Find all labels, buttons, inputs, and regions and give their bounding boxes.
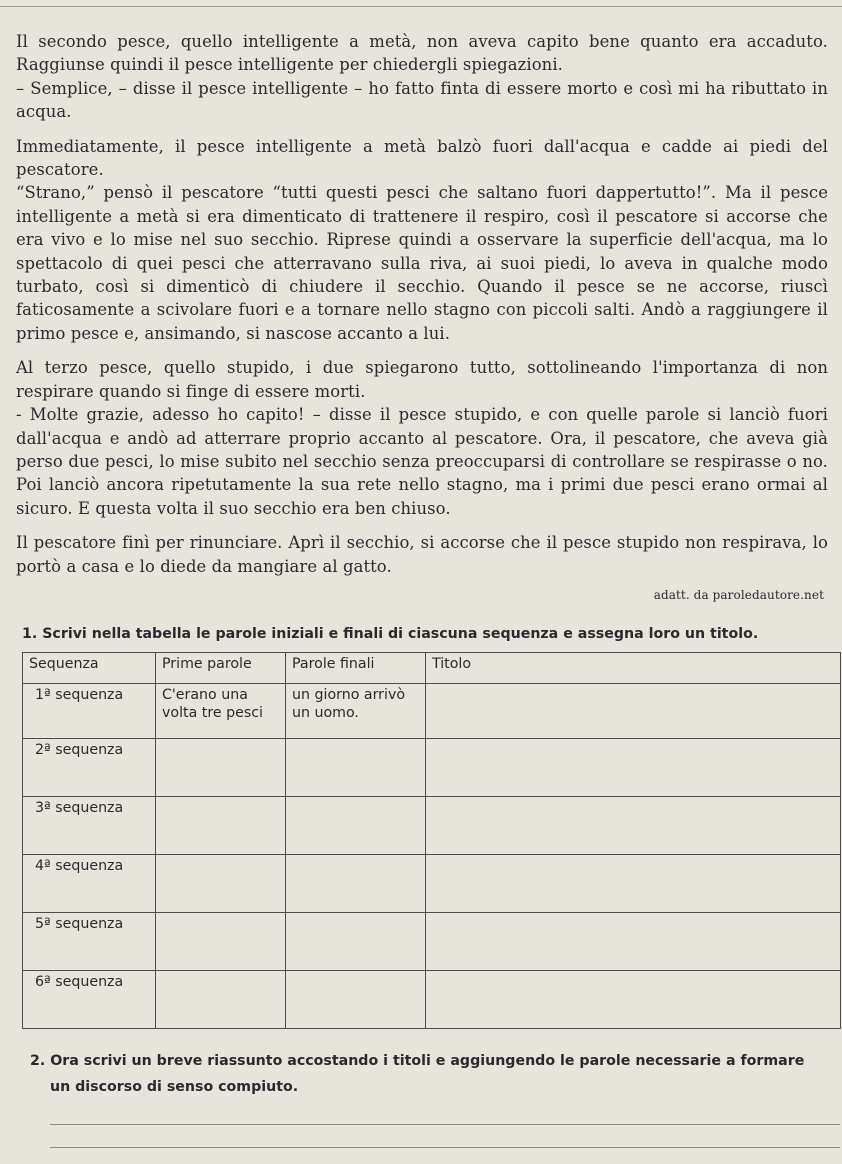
exercise-2-line-1: 2. Ora scrivi un breve riassunto accostando i titoli e aggiungendo le parole necessarie a formare <box>30 1053 805 1069</box>
exercise-1-instruction: 1. Scrivi nella tabella le parole iniziali e finali di ciascuna sequenza e assegna loro un titolo. <box>22 626 759 642</box>
story-paragraph: Al terzo pesce, quello stupido, i due spiegarono tutto, sottolineando l'importanza di non respirare quando si finge di essere morti. <box>16 358 828 401</box>
table-header-row <box>23 653 841 684</box>
header-parole-finali: Parole finali <box>286 653 426 684</box>
table-row <box>23 684 841 739</box>
sequence-label: 2ª sequenza <box>23 739 156 797</box>
title-cell[interactable] <box>426 971 841 1029</box>
writing-line[interactable] <box>50 1147 840 1148</box>
last-words-cell[interactable] <box>286 855 426 913</box>
table-row <box>23 971 841 1029</box>
source-credit: adatt. da paroledautore.net <box>653 587 824 602</box>
first-words-cell[interactable] <box>156 971 286 1029</box>
sequence-label: 6ª sequenza <box>23 971 156 1029</box>
title-cell[interactable] <box>426 739 841 797</box>
title-cell[interactable] <box>426 797 841 855</box>
page-top-rule <box>0 6 842 7</box>
sequence-label: 3ª sequenza <box>23 797 156 855</box>
sequence-label: 4ª sequenza <box>23 855 156 913</box>
sequence-table <box>22 652 841 1029</box>
title-cell[interactable] <box>426 913 841 971</box>
last-words-cell[interactable] <box>286 913 426 971</box>
story-paragraph: Il pescatore finì per rinunciare. Aprì il secchio, si accorse che il pesce stupido non respirava, lo portò a casa e lo diede da mangiare al gatto. <box>16 533 828 576</box>
title-cell[interactable] <box>426 684 841 739</box>
last-words-cell[interactable]: un giorno arrivò un uomo. <box>286 684 426 739</box>
first-words-cell[interactable] <box>156 913 286 971</box>
first-words-cell[interactable] <box>156 739 286 797</box>
exercise-2-instruction <box>30 1048 830 1100</box>
last-words-cell[interactable] <box>286 971 426 1029</box>
sequence-label: 5ª sequenza <box>23 913 156 971</box>
table-row <box>23 913 841 971</box>
table-row <box>23 797 841 855</box>
last-words-cell[interactable] <box>286 739 426 797</box>
story-paragraph: Il secondo pesce, quello intelligente a metà, non aveva capito bene quanto era accaduto. Raggiunse quindi il pesce intelligente per chiedergli spiegazioni. <box>16 32 828 75</box>
sequence-label: 1ª sequenza <box>23 684 156 739</box>
table-row <box>23 739 841 797</box>
first-words-cell[interactable] <box>156 855 286 913</box>
exercise-2-line-2: un discorso di senso compiuto. <box>50 1079 299 1095</box>
story-text <box>16 30 828 607</box>
story-paragraph: “Strano,” pensò il pescatore “tutti questi pesci che saltano fuori dappertutto!”. Ma il pesce intelligente a metà si era dimenticato di trattenere il respiro, così il pescatore si accorse che era vivo e lo mise nel suo secchio. Riprese quindi a osservare la superficie dell'acqua, ma lo spettacolo di quei pesci che atterravano sulla riva, ai suoi piedi, lo aveva in qualche modo turbato, così si dimenticò di chiudere il secchio. Quando il pesce se ne accorse, riuscì faticosamente a scivolare fuori e a tornare nello stagno con piccoli salti. Andò a raggiungere il primo pesce e, ansimando, si nascose accanto a lui. <box>16 183 828 343</box>
table-row <box>23 855 841 913</box>
first-words-cell[interactable] <box>156 797 286 855</box>
first-words-cell[interactable]: C'erano una volta tre pesci <box>156 684 286 739</box>
header-sequenza: Sequenza <box>23 653 156 684</box>
story-paragraph: Immediatamente, il pesce intelligente a metà balzò fuori dall'acqua e cadde ai piedi del pescatore. <box>16 136 828 180</box>
header-titolo: Titolo <box>426 653 841 684</box>
title-cell[interactable] <box>426 855 841 913</box>
header-prime-parole: Prime parole <box>156 653 286 684</box>
last-words-cell[interactable] <box>286 797 426 855</box>
story-paragraph: – Semplice, – disse il pesce intelligente – ho fatto finta di essere morto e così mi ha ributtato in acqua. <box>16 78 828 122</box>
story-paragraph: - Molte grazie, adesso ho capito! – disse il pesce stupido, e con quelle parole si lanciò fuori dall'acqua e andò ad atterrare proprio accanto al pescatore. Ora, il pescatore, che aveva già perso due pesci, lo mise subito nel secchio senza preoccuparsi di controllare se respirasse o no. Poi lanciò ancora ripetutamente la sua rete nello stagno, ma i primi due pesci erano ormai al sicuro. E questa volta il suo secchio era ben chiuso. <box>16 405 828 518</box>
writing-line[interactable] <box>50 1124 840 1125</box>
